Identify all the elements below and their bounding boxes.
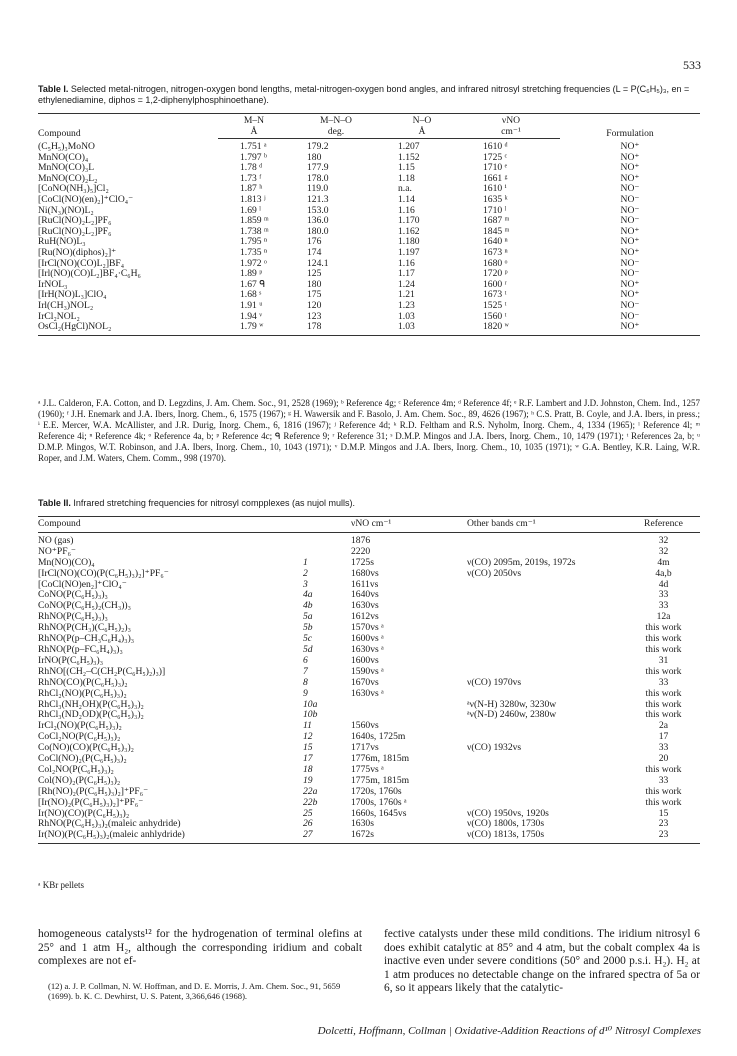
t2-cell-compound: [Rh(NO)₂(P(C₆H₅)₃)₂]⁺PF₆⁻ — [38, 785, 149, 797]
body-left-column: homogeneous catalysts¹² for the hydrogenation of terminal olefins at 25° and 1 atm H₂, although the corresponding iridium and cobalt complexes are not ef- — [38, 928, 362, 968]
table-row — [38, 689, 700, 700]
t2-cell-compound: IrCl₂(NO)(P(C₆H₅)₃)₂ — [38, 720, 122, 732]
t2-cell-reference: this work — [645, 796, 682, 808]
t2-cell-number: 6 — [303, 654, 308, 666]
t2-cell-reference: 4m — [657, 556, 670, 568]
t1-cell-compound: IrCl₂NOL₂ — [38, 310, 80, 322]
t1-cell-vno: 1635 ᵏ — [483, 193, 508, 205]
t1-cell-mn: 1.69 ˡ — [240, 204, 261, 216]
t1-cell-no: 1.03 — [382, 322, 462, 335]
t1-cell-no: 1.18 — [398, 172, 415, 184]
table-row — [38, 195, 700, 206]
t2-cell-number: 1 — [303, 556, 308, 568]
t1-cell-mn: 1.735 ⁿ — [240, 246, 268, 258]
t1-cell-compound: MnNO(CO)₄ — [38, 151, 89, 163]
table-row — [38, 312, 700, 323]
table1-caption — [38, 84, 698, 106]
t1-cell-no: 1.162 — [398, 225, 420, 237]
t2-cell-reference: 20 — [658, 753, 669, 765]
t2-cell-compound: RhCl₃(ND₂OD)(P(C₆H₅)₃)₂ — [38, 709, 144, 721]
t2-cell-compound: Ir(NO)(P(C₆H₅)₃)₂(maleic anhlydride) — [38, 830, 303, 843]
t2-cell-vno: 1630s — [351, 818, 374, 830]
t1-cell-mn: 1.795 ⁿ — [240, 236, 268, 248]
t2-cell-reference: 33 — [658, 742, 669, 754]
t1-cell-vno: 1610 ᵈ — [483, 141, 508, 152]
t1-cell-vno: 1610 ⁱ — [483, 183, 507, 195]
t2-cell-number: 12 — [303, 731, 313, 743]
t1-cell-vno: 1725 ᶜ — [483, 151, 508, 163]
t2-cell-compound: [CoCl(NO)en₂]⁺ClO₄⁻ — [38, 578, 127, 590]
t2-cell-vno: 1670vs — [351, 676, 379, 688]
t2-cell-vno: 1660s, 1645vs — [351, 807, 407, 819]
t1-cell-no: 1.03 — [398, 310, 415, 322]
table-row — [38, 174, 700, 185]
t2-cell-other — [467, 798, 627, 809]
t2-cell-other — [467, 754, 627, 765]
t1-cell-mno: 175 — [307, 289, 322, 301]
table2-footnote: ᵃ KBr pellets — [38, 880, 84, 890]
t2-cell-other — [467, 776, 627, 787]
t2-cell-compound: RhNO(P(CH₃)(C₆H₅)₂)₃ — [38, 622, 131, 634]
t2-cell-other: ν(CO) 1800s, 1730s — [467, 818, 545, 830]
table-row — [38, 139, 700, 153]
t2-cell-reference: this work — [645, 687, 682, 699]
t2-header-other: Other bands cm⁻¹ — [467, 517, 627, 533]
t1-cell-compound: IrNOL₃ — [38, 278, 68, 290]
t1-cell-vno: 1673 ᵗ — [483, 289, 507, 301]
t1-cell-no: 1.197 — [398, 246, 420, 258]
t1-header-mn: M–N — [218, 114, 290, 127]
t1-cell-compound: [RuCl(NO)₂L₂]PF₆ — [38, 225, 112, 237]
t2-cell-reference: 32 — [658, 545, 669, 557]
page-number: 533 — [683, 58, 701, 72]
t2-cell-reference: this work — [645, 698, 682, 710]
table-row — [38, 248, 700, 259]
t1-cell-no: 1.24 — [398, 278, 415, 290]
t1-cell-vno: 1680 ᵒ — [483, 257, 508, 269]
t2-cell-number: 5a — [303, 611, 313, 623]
t2-header-compound: Compound — [38, 517, 303, 533]
t1-cell-compound: MnNO(CO)₃L — [38, 162, 95, 174]
t2-cell-vno: 1725s — [351, 556, 374, 568]
t2-cell-compound: RhNO[(CH₂–C(CH₂P(C₆H₅)₂)₃)] — [38, 665, 166, 677]
t2-cell-compound: Ir(NO)(CO)(P(C₆H₅)₃)₂ — [38, 807, 130, 819]
t2-cell-vno: 1640s, 1725m — [351, 731, 406, 743]
t2-cell-reference: 12a — [656, 611, 671, 623]
t1-cell-mn: 1.91 ᵘ — [240, 299, 263, 311]
t1-cell-mno: 124.1 — [307, 257, 329, 269]
t1-cell-mn: 1.751 ᵃ — [240, 141, 267, 152]
t1-cell-vno: 1525 ᵗ — [483, 299, 507, 311]
t1-cell-mno: 178 — [290, 322, 382, 335]
table1-footnotes: ᵃ J.L. Calderon, F.A. Cotton, and D. Legzdins, J. Am. Chem. Soc., 91, 2528 (1969); ᵇ Reference 4g; ᶜ Reference 4m; ᵈ Reference 4f; ᵉ R.F. Lambert and J.D. Johnston, Chem. Ind., 1257 (1960); ᶠ J.H. Enemark and J.A. Ibers, Inorg. Chem., 6, 1575 (1967); ᵍ H. Wawersik and F. Basolo, J. Am. Chem. Soc., 89, 4626 (1967); ʰ C.S. Pratt, B. Coyle, and J.A. Ibers, in press.; ⁱ E.E. Mercer, W.A. McAllister, and J.R. Durig, Inorg. Chem., 6, 1816 (1967); ʲ Reference 4d; ᵏ R.D. Feltham and R.S. Nyholm, Inorg. Chem., 4, 1334 (1965); ˡ Reference 4l; ᵐ Reference 4i; ⁿ Reference 4k; ᵒ Reference 4a, b; ᵖ Reference 4c; ᑫ Reference 9; ʳ Reference 31; ˢ D.M.P. Mingos and J.A. Ibers, Inorg. Chem., 10, 1479 (1971); ᵗ References 2a, b; ᵘ D.M.P. Mingos, W.T. Robinson, and J.A. Ibers, Inorg. Chem., 10, 1043 (1971); ᵛ D.M.P. Mingos and J.A. Ibers, Inorg. Chem., 10, 1035 (1971); ʷ G.A. Bentley, K.R. Laing, W.R. Roper, and J.M. Waters, Chem. Comm., 998 (1970). — [38, 398, 700, 463]
t1-cell-formulation: NO⁻ — [620, 193, 640, 205]
t2-cell-other — [467, 623, 627, 634]
t2-cell-compound: Mn(NO)(CO)₄ — [38, 556, 95, 568]
t1-cell-vno: 1560 ᵗ — [483, 310, 507, 322]
t1-header-formulation: Formulation — [560, 114, 700, 139]
t1-cell-compound: [IrH(NO)L₃]ClO₄ — [38, 289, 107, 301]
t1-cell-formulation: NO⁻ — [620, 215, 640, 227]
t2-cell-reference: 23 — [658, 818, 669, 830]
t2-cell-other — [467, 645, 627, 656]
table-row — [38, 227, 700, 238]
t1-cell-compound: [RuCl(NO)₂L₂]PF₆ — [38, 215, 112, 227]
t1-cell-mn: 1.813 ʲ — [240, 193, 266, 205]
t1-cell-vno: 1845 ᵐ — [483, 225, 510, 237]
t2-cell-other: ν(CO) 2050vs — [467, 567, 522, 579]
t1-cell-no: 1.16 — [398, 257, 415, 269]
t2-cell-number: 26 — [303, 818, 313, 830]
t1-cell-mno: 178.0 — [307, 172, 329, 184]
t2-cell-number: 4b — [303, 600, 313, 612]
t1-cell-compound: Ni(N₃)(NO)L₂ — [38, 204, 94, 216]
t1-cell-compound: [CoNO(NH₃)₅]Cl₂ — [38, 183, 109, 195]
t1-header-mn-unit: Å — [218, 126, 290, 139]
t1-cell-vno: 1600 ʳ — [483, 278, 507, 290]
t1-cell-vno: 1820 ʷ — [462, 322, 560, 335]
t2-cell-reference: this work — [645, 633, 682, 645]
t1-cell-vno: 1661 ᵍ — [483, 172, 508, 184]
table-row — [38, 216, 700, 227]
t2-cell-reference: 32 — [658, 534, 669, 546]
t1-cell-compound: OsCl₂(HgCl)NOL₂ — [38, 322, 218, 335]
t2-cell-vno: 1775vs ᵃ — [351, 763, 384, 775]
t2-cell-vno: 1700s, 1760s ᵃ — [351, 796, 407, 808]
t2-cell-vno: 1640vs — [351, 589, 379, 601]
t2-cell-other — [467, 612, 627, 623]
t1-cell-vno: 1673 ⁿ — [483, 246, 508, 258]
t2-cell-reference: 33 — [658, 676, 669, 688]
t2-cell-number: 4a — [303, 589, 313, 601]
t2-cell-reference: 15 — [658, 807, 669, 819]
t1-cell-mn: 1.89 ᵖ — [240, 268, 263, 280]
t2-cell-compound: RhNO(P(C₆H₅)₃)₃ — [38, 611, 108, 623]
t1-cell-compound: [IrCl(NO)(CO)L₂]BF₄ — [38, 257, 125, 269]
running-footer: Dolcetti, Hoffmann, Collman | Oxidative-Addition Reactions of d¹⁰ Nitrosyl Complexes — [317, 1025, 701, 1037]
t2-cell-number: 5d — [303, 643, 313, 655]
t1-cell-compound: [Ru(NO)(diphos)₂]⁺ — [38, 246, 117, 258]
table-row — [38, 163, 700, 174]
table-row — [38, 569, 700, 580]
t1-header-compound: Compound — [38, 114, 218, 139]
t1-cell-no: 1.170 — [398, 215, 420, 227]
t2-cell-vno: 1570vs ᵃ — [351, 622, 384, 634]
t2-cell-other: ν(CO) 1950vs, 1920s — [467, 807, 549, 819]
t1-cell-formulation: NO⁻ — [620, 257, 640, 269]
t1-cell-mno: 125 — [307, 268, 322, 280]
table-row — [38, 280, 700, 291]
t1-cell-formulation: NO⁺ — [620, 140, 640, 152]
t1-cell-mn: 1.79 ʷ — [218, 322, 290, 335]
t1-cell-mno: 136.0 — [307, 215, 329, 227]
t1-cell-formulation: NO⁺ — [620, 289, 640, 301]
t1-cell-formulation: NO⁻ — [620, 183, 640, 195]
table-row — [38, 798, 700, 809]
t2-cell-compound: NO⁺PF₆⁻ — [38, 545, 77, 557]
t1-cell-mno: 121.3 — [307, 193, 329, 205]
t2-cell-reference: this work — [645, 665, 682, 677]
table-row — [38, 184, 700, 195]
t1-cell-mno: 180.0 — [307, 225, 329, 237]
t1-cell-mn: 1.67 ᑫ — [240, 278, 266, 290]
t2-cell-reference: 4d — [658, 578, 669, 590]
t2-cell-number: 2 — [303, 567, 308, 579]
t2-cell-vno — [351, 700, 467, 711]
t2-cell-other — [467, 765, 627, 776]
t1-cell-mn: 1.78 ᵈ — [240, 162, 263, 174]
t2-cell-other — [467, 601, 627, 612]
t2-cell-other: ν(CO) 2095m, 2019s, 1972s — [467, 556, 576, 568]
table1-caption-text: Selected metal-nitrogen, nitrogen-oxygen bond lengths, metal-nitrogen-oxygen bond angles, and infrared nitrosyl stretching frequencies (L = P(C₆H₅)₃, en = ethylenediamine, diphos = 1,2-diphenylphosphinoethane). — [38, 84, 690, 105]
t2-cell-other: ᵃν(N-D) 2460w, 2380w — [467, 709, 557, 721]
t1-cell-compound: (C₅H₅)₃MoNO — [38, 140, 95, 152]
table-row — [38, 206, 700, 217]
t2-cell-number: 5b — [303, 622, 313, 634]
t2-cell-compound: RhNO(P(p–FC₆H₄)₃)₃ — [38, 643, 123, 655]
t2-cell-compound: CoNO(P(C₆H₅)₂(CH₃))₃ — [38, 600, 131, 612]
t1-cell-formulation: NO⁻ — [620, 310, 640, 322]
t1-cell-vno: 1720 ᵖ — [483, 268, 508, 280]
t1-header-mno-unit: deg. — [290, 126, 382, 139]
t1-cell-vno: 1687 ᵐ — [483, 215, 510, 227]
t2-cell-compound: RhCl₃(NH₂OH)(P(C₆H₅)₃)₂ — [38, 698, 144, 710]
t2-cell-reference: 33 — [658, 774, 669, 786]
t1-cell-mno: 180 — [307, 278, 322, 290]
t2-cell-reference: this work — [645, 763, 682, 775]
t2-cell-compound: CoCl(NO)₂(P(C₆H₅)₃)₂ — [38, 753, 127, 765]
t1-header-no-unit: Å — [382, 126, 462, 139]
t2-cell-reference: 31 — [658, 654, 669, 666]
t2-cell-other: ν(CO) 1932vs — [467, 742, 522, 754]
t2-cell-vno: 1630vs — [351, 600, 379, 612]
t1-cell-mn: 1.68 ˢ — [240, 289, 262, 301]
t1-cell-formulation: NO⁻ — [620, 204, 640, 216]
t2-cell-reference: this work — [645, 709, 682, 721]
t1-cell-formulation: NO⁺ — [620, 278, 640, 290]
t2-cell-compound: CoCl₂NO(P(C₆H₅)₃)₂ — [38, 731, 121, 743]
t2-cell-number: 22b — [303, 796, 318, 808]
t2-cell-other — [467, 689, 627, 700]
t2-cell-other — [467, 590, 627, 601]
t1-header-mno: M–N–O — [290, 114, 382, 127]
t1-cell-vno: 1640 ⁿ — [483, 236, 508, 248]
t1-cell-compound: RuH(NO)L₃ — [38, 236, 86, 248]
t2-cell-other — [467, 580, 627, 591]
t1-cell-mno: 176 — [307, 236, 322, 248]
t2-cell-vno: 1590vs ᵃ — [351, 665, 384, 677]
t2-cell-number: 10a — [303, 698, 318, 710]
t2-cell-number: 9 — [303, 687, 308, 699]
t2-cell-other: ᵃν(N-H) 3280w, 3230w — [467, 698, 557, 710]
t1-cell-no: 1.152 — [398, 151, 420, 163]
t1-cell-formulation: NO⁺ — [620, 172, 640, 184]
table-row — [38, 678, 700, 689]
t2-cell-number: 8 — [303, 676, 308, 688]
t2-cell-compound: Co(NO)(CO)(P(C₆H₅)₃)₂ — [38, 742, 134, 754]
t2-cell-other: ν(CO) 1970vs — [467, 676, 522, 688]
table1 — [38, 113, 700, 336]
t2-cell-vno: 1717vs — [351, 742, 379, 754]
t1-cell-mno: 153.0 — [307, 204, 329, 216]
t1-cell-no: n.a. — [398, 183, 412, 195]
t2-cell-compound: RhNO(P(p–CH₃C₆H₄)₃)₃ — [38, 633, 135, 645]
t1-cell-no: 1.17 — [398, 268, 415, 280]
t2-cell-reference: this work — [645, 785, 682, 797]
t1-cell-vno: 1710 ᵉ — [483, 162, 508, 174]
t1-cell-formulation: NO⁺ — [560, 322, 700, 335]
t2-cell-number: 18 — [303, 763, 313, 775]
t2-cell-number: 15 — [303, 742, 313, 754]
t1-cell-mn: 1.73 ᶠ — [240, 172, 262, 184]
t1-cell-formulation: NO⁺ — [620, 151, 640, 163]
t2-cell-reference: 4a,b — [655, 567, 672, 579]
table-row — [38, 301, 700, 312]
table2-caption-text: Infrared stretching frequencies for nitrosyl compplexes (as nujol mulls). — [73, 498, 355, 508]
t2-cell-vno: 1720s, 1760s — [351, 785, 402, 797]
t1-cell-no: 1.21 — [398, 289, 415, 301]
t2-cell-vno: 1600vs ᵃ — [351, 633, 384, 645]
table-row — [38, 532, 700, 546]
t2-cell-vno: 2220 — [351, 545, 371, 557]
t1-header-vno-unit: cm⁻¹ — [462, 126, 560, 139]
t2-cell-other — [467, 634, 627, 645]
t1-cell-mn: 1.972 ᵒ — [240, 257, 267, 269]
t2-cell-compound: Col(NO)₂(P(C₆H₅)₃)₂ — [38, 774, 121, 786]
t2-cell-reference: 23 — [627, 830, 700, 843]
t2-cell-compound: [Ir(NO)₂(P(C₆H₅)₃)₂]⁺PF₆⁻ — [38, 796, 144, 808]
table-row — [38, 322, 700, 335]
t1-cell-no: 1.14 — [398, 193, 415, 205]
t1-cell-compound: Irl(CH₃)NOL₂ — [38, 299, 94, 311]
t2-cell-compound: [IrCl(NO)(CO)(P(C₆H₅)₃)₂]⁺PF₆⁻ — [38, 567, 169, 579]
table-row — [38, 237, 700, 248]
t2-cell-reference: 17 — [658, 731, 669, 743]
t2-cell-compound: RhCl₂(NO)(P(C₆H₅)₃)₂ — [38, 687, 127, 699]
t1-cell-no: 1.23 — [398, 299, 415, 311]
t2-cell-compound: NO (gas) — [38, 534, 74, 546]
reference-note: (12) a. J. P. Collman, N. W. Hoffman, and D. E. Morris, J. Am. Chem. Soc., 91, 5659 (1699). b. K. C. Dewhirst, U. S. Patent, 3,366,646 (1968). — [48, 981, 341, 1002]
table1-label: Table I. — [38, 84, 69, 94]
t1-cell-no: 1.16 — [398, 204, 415, 216]
t2-cell-number: 25 — [303, 807, 313, 819]
t2-cell-vno: 1612vs — [351, 611, 379, 623]
t2-cell-number: 27 — [303, 830, 351, 843]
t1-cell-mn: 1.738 ᵐ — [240, 225, 269, 237]
t2-cell-reference: this work — [645, 643, 682, 655]
t2-cell-reference: 2a — [658, 720, 669, 732]
t2-cell-reference: 33 — [658, 600, 669, 612]
t2-cell-compound: IrNO(P(C₆H₅)₃)₃ — [38, 654, 104, 666]
t1-cell-formulation: NO⁻ — [620, 268, 640, 280]
t2-cell-compound: RhNO(CO)(P(C₆H₅)₃)₂ — [38, 676, 128, 688]
t2-cell-number: 22a — [303, 785, 318, 797]
t2-header-vno: νNO cm⁻¹ — [351, 517, 467, 533]
t2-cell-number: 3 — [303, 578, 308, 590]
t1-cell-mno: 177.9 — [307, 162, 329, 174]
t2-cell-number — [303, 547, 351, 558]
t1-cell-mn: 1.87 ʰ — [240, 183, 263, 195]
t2-header-reference: Reference — [627, 517, 700, 533]
table2-caption — [38, 498, 698, 509]
t1-cell-formulation: NO⁺ — [620, 236, 640, 248]
t2-cell-other — [467, 656, 627, 667]
t1-cell-formulation: NO⁺ — [620, 246, 640, 258]
t2-cell-vno: 1775m, 1815m — [351, 774, 410, 786]
table-row — [38, 290, 700, 301]
t2-cell-number: 5c — [303, 633, 313, 645]
t2-cell-vno: 1672s — [351, 830, 467, 843]
t1-header-vno: νNO — [462, 114, 560, 127]
table-row — [38, 153, 700, 164]
table-row — [38, 558, 700, 569]
t2-cell-other — [467, 532, 627, 546]
t2-cell-vno: 1776m, 1815m — [351, 753, 410, 765]
t2-cell-number: 11 — [303, 720, 312, 732]
t2-cell-vno: 1600vs — [351, 654, 379, 666]
t1-cell-mno: 123 — [307, 310, 322, 322]
t2-cell-other — [467, 721, 627, 732]
t2-cell-other: ν(CO) 1813s, 1750s — [467, 830, 627, 843]
t2-cell-number: 17 — [303, 753, 313, 765]
body-right-column: fective catalysts under these mild conditions. The iridium nitrosyl 6 does exhibit catalytic at 85° and 4 atm, but the cobalt complex 4a is inactive even under severe conditions (50° and 2000 p.s.i. H₂). H₂ at 1 atm produces no detectable change on the infrared spectra of 5a or 6, so it appears likely that the catalytic- — [384, 928, 700, 995]
t2-cell-vno: 1560vs — [351, 720, 379, 732]
t1-cell-formulation: NO⁺ — [620, 162, 640, 174]
t2-cell-number: 19 — [303, 774, 313, 786]
t1-cell-no: 1.207 — [398, 141, 420, 152]
table2-label: Table II. — [38, 498, 71, 508]
t2-cell-number: 10b — [303, 709, 318, 721]
t2-cell-reference: this work — [645, 622, 682, 634]
table-row — [38, 269, 700, 280]
t1-cell-mno: 180 — [307, 151, 322, 163]
t1-cell-mno: 119.0 — [307, 183, 329, 195]
t2-cell-vno: 1630vs ᵃ — [351, 687, 384, 699]
t1-cell-no: 1.15 — [398, 162, 415, 174]
t1-cell-mn: 1.797 ᵇ — [240, 151, 267, 163]
t1-cell-no: 1.180 — [398, 236, 420, 248]
t2-cell-vno: 1611vs — [351, 578, 379, 590]
t1-cell-compound: [CoCl(NO)(en)₂]⁺ClO₄⁻ — [38, 193, 134, 205]
t1-header-no: N–O — [382, 114, 462, 127]
t2-cell-compound: Col₂NO(P(C₆H₅)₃)₂ — [38, 763, 114, 775]
t2-cell-other — [467, 787, 627, 798]
t1-cell-mno: 120 — [307, 299, 322, 311]
t1-cell-mn: 1.94 ᵛ — [240, 310, 263, 322]
t1-cell-vno: 1710 ˡ — [483, 204, 507, 216]
t1-cell-mno: 179.2 — [307, 141, 329, 152]
t1-cell-compound: [Irl(NO)(CO)L₂]BF₄·C₆H₆ — [38, 268, 141, 280]
t2-cell-compound: CoNO(P(C₆H₅)₃)₃ — [38, 589, 108, 601]
table2 — [38, 516, 700, 844]
t1-cell-formulation: NO⁺ — [620, 225, 640, 237]
t2-header-number — [303, 517, 351, 533]
t2-cell-compound: RhNO(P(C₆H₅)₃)₂(maleic anhydride) — [38, 818, 181, 830]
table-row — [38, 830, 700, 843]
t2-cell-vno: 1630vs ᵃ — [351, 643, 384, 655]
t1-cell-mn: 1.859 ᵐ — [240, 215, 269, 227]
t1-cell-mno: 174 — [307, 246, 322, 258]
t2-cell-vno: 1876 — [351, 534, 371, 546]
t1-cell-formulation: NO⁻ — [620, 299, 640, 311]
t1-cell-compound: MnNO(CO)₂L₂ — [38, 172, 98, 184]
t2-cell-number: 7 — [303, 665, 308, 677]
t2-cell-reference: 33 — [658, 589, 669, 601]
t2-cell-number — [303, 532, 351, 546]
t2-cell-vno: 1680vs — [351, 567, 379, 579]
